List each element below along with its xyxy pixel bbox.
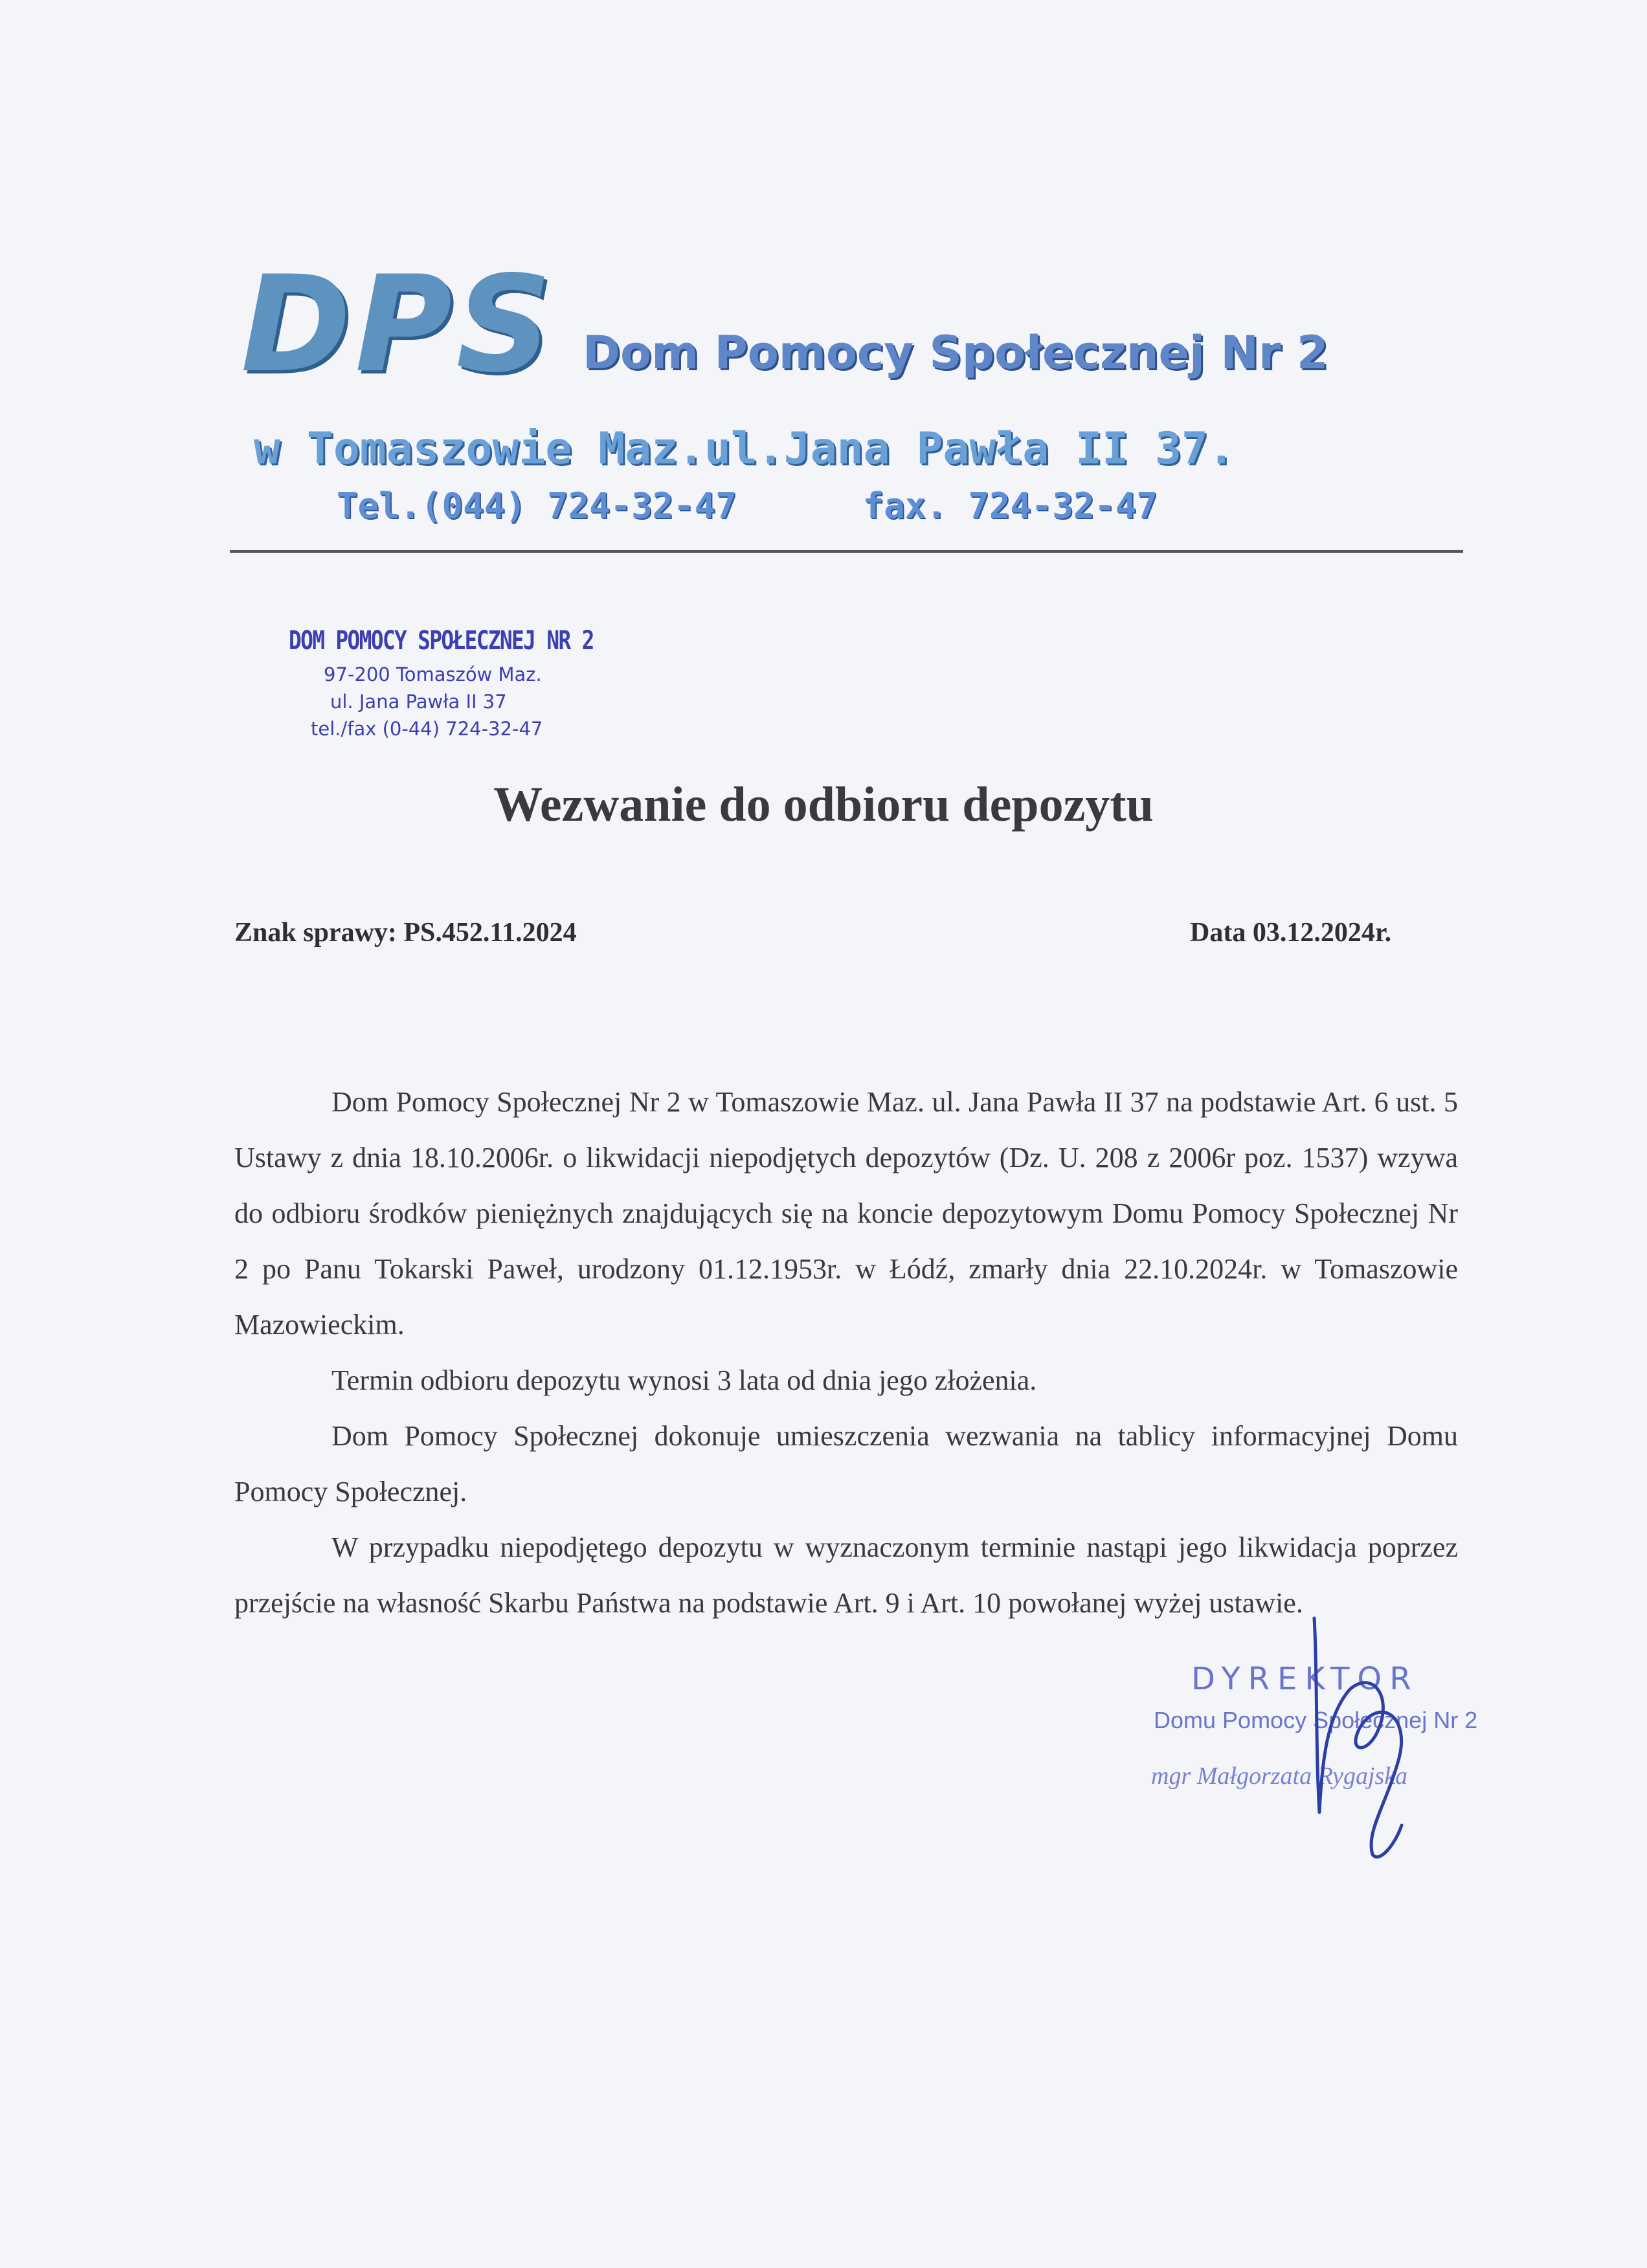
body-paragraph-4: W przypadku niepodjętego depozytu w wyznaczonym terminie nastąpi jego likwidacja poprzez przejście na własność Skarbu Państwa na podstawie Art. 9 i Art. 10 powołanej wyżej ustawie. (234, 1531, 1458, 1619)
institution-name: Dom Pomocy Społecznej Nr 2 (583, 326, 1328, 379)
document-body (234, 1074, 1458, 1631)
director-organization: Domu Pomocy Społecznej Nr 2 (1154, 1707, 1478, 1733)
body-paragraph-1: Dom Pomocy Społecznej Nr 2 w Tomaszowie Maz. ul. Jana Pawła II 37 na podstawie Art. 6 ust. 5 Ustawy z dnia 18.10.2006r. o likwidacji niepodjętych depozytów (Dz. U. 208 z 2006r poz. 1537) wzywa do odbioru środków pieniężnych znajdujących się na koncie depozytowym Domu Pomocy Społecznej Nr 2 po Panu Tokarski Paweł, urodzony 01.12.1953r. w Łódź, zmarły dnia 22.10.2024r. w Tomaszowie Mazowieckim. (234, 1086, 1458, 1340)
case-number: Znak sprawy: PS.452.11.2024 (234, 918, 577, 948)
stamp-line-street: ul. Jana Pawła II 37 (330, 691, 507, 713)
director-title: DYREKTOR (1191, 1661, 1419, 1697)
document-date: Data 03.12.2024r. (1190, 918, 1392, 948)
institution-phone-fax: Tel.(044) 724-32-47 fax. 724-32-47 (337, 485, 1158, 526)
institution-address: w Tomaszowie Maz.ul.Jana Pawła II 37. (254, 423, 1235, 474)
dps-logo: DPS (241, 248, 556, 402)
director-name: mgr Małgorzata Rygajska (1151, 1762, 1408, 1790)
body-paragraph-3: Dom Pomocy Społecznej dokonuje umieszczenia wezwania na tablicy informacyjnej Domu Pomocy Społecznej. (234, 1420, 1458, 1507)
stamp-line-city: 97-200 Tomaszów Maz. (324, 663, 542, 685)
handwritten-signature (1288, 1599, 1457, 1871)
body-paragraph-2: Termin odbioru depozytu wynosi 3 lata od dnia jego złożenia. (331, 1364, 1037, 1396)
document-title: Wezwanie do odbioru depozytu (493, 777, 1154, 832)
stamp-line-phone: tel./fax (0-44) 724-32-47 (311, 718, 543, 740)
letterhead-divider (230, 550, 1463, 553)
stamp-line-name: DOM POMOCY SPOŁECZNEJ NR 2 (289, 626, 594, 656)
